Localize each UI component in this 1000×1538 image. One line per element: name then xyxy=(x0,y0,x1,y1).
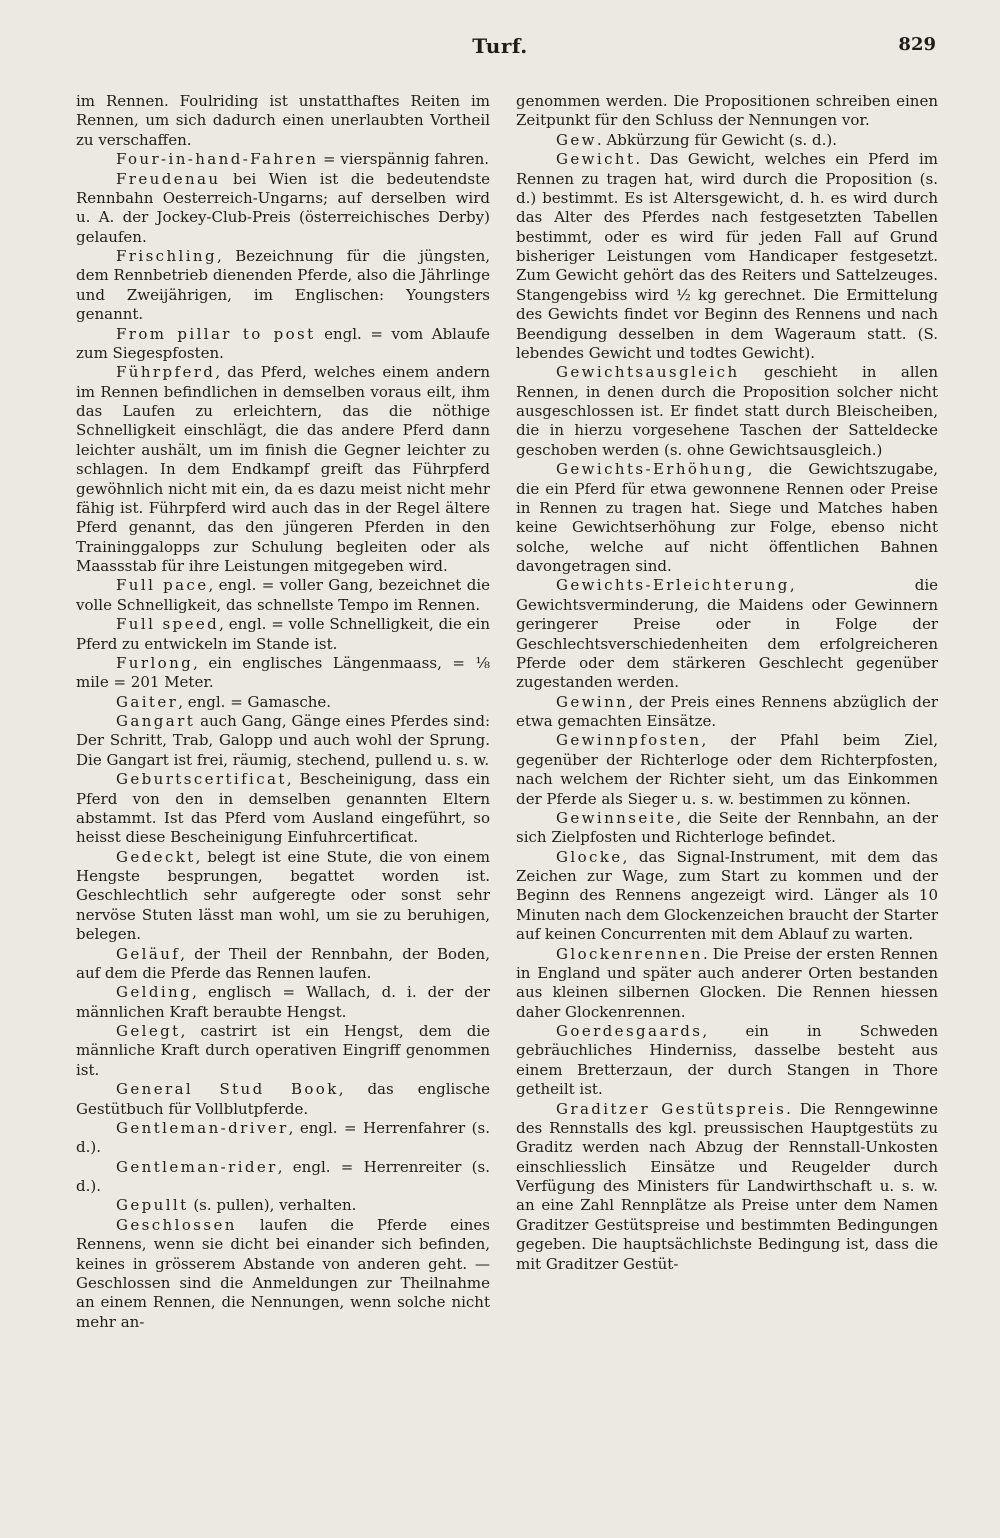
left-text-column xyxy=(76,92,490,1332)
entry-term: Frischling xyxy=(116,247,217,265)
entry-text: , engl. = volle Schnelligkeit, die ein Pferd zu entwickeln im Stande ist. xyxy=(76,615,490,653)
entry-text: im Rennen. Foulriding ist unstatthaftes Reiten im Rennen, um sich dadurch einen unerlaubten Vortheil zu verschaffen. xyxy=(76,92,490,149)
entry-term: Gew xyxy=(556,130,597,149)
entry-term: Gewichts-Erhöhung xyxy=(556,460,748,479)
page-number: 829 xyxy=(898,34,936,55)
dictionary-entry xyxy=(76,983,490,1022)
entry-text: . Die Renngewinne des Rennstalls des kgl. preussischen Hauptgestüts zu Graditz werden nach Abzug der Rennstall-Unkosten einschliesslich Einsätze und Reugelder durch Verfügung des Ministers für Landwirthschaft u. s. w. an eine Zahl Rennplätze als Preise unter dem Namen Graditzer Gestütspreise und bestimmten Bedingungen gegeben. Die hauptsächlichste Bedingung ist, dass die mit Graditzer Gestüt- xyxy=(516,1099,938,1273)
entry-term: Gentleman-driver xyxy=(116,1118,289,1137)
entry-term: Gangart xyxy=(116,712,196,730)
entry-text: bei Wien ist die bedeutendste Rennbahn Oesterreich-Ungarns; auf derselben wird u. A. der Jockey-Club-Preis (österreichisches Derby) gelaufen. xyxy=(76,169,490,246)
dictionary-entry xyxy=(76,1119,490,1158)
right-text-column xyxy=(516,92,938,1274)
entry-text: , engl. = voller Gang, bezeichnet die volle Schnelligkeit, das schnellste Tempo im Rennen. xyxy=(76,576,491,614)
entry-text: , belegt ist eine Stute, die von einem Hengste besprungen, begattet worden ist. Geschlechtlich sehr aufgeregte oder sonst sehr nervöse Stuten lässt man wohl, um sie zu beruhigen, belegen. xyxy=(76,847,490,944)
dictionary-entry xyxy=(76,1216,490,1332)
entry-text: , das englische Gestütbuch für Vollblutpferde. xyxy=(76,1080,490,1118)
entry-text: geschieht in allen Rennen, in denen durch die Proposition solcher nicht ausgeschlossen ist. Er findet statt durch Bleischeiben, die in hierzu vorgesehene Taschen der Satteldecke geschoben werden (s. ohne Gewichtsausgleich.) xyxy=(516,363,938,459)
entry-term: Freudenau xyxy=(116,169,221,188)
entry-term: From pillar to post xyxy=(116,324,316,343)
entry-term: Geläuf xyxy=(116,944,181,963)
entry-text: . Die Preise der ersten Rennen in England und später auch anderer Orten bestanden aus kleinen silbernen Glocken. Die Rennen hiessen daher Glockenrennen. xyxy=(516,944,938,1021)
entry-term: General Stud Book xyxy=(116,1080,339,1099)
entry-term: Gewinn xyxy=(556,692,629,711)
entry-text: , der Theil der Rennbahn, der Boden, auf dem die Pferde das Rennen laufen. xyxy=(76,944,490,982)
page-header xyxy=(0,34,1000,64)
entry-text: . Abkürzung für Gewicht (s. d.). xyxy=(596,130,837,149)
entry-term: Führpferd xyxy=(116,363,216,382)
entry-text: , castrirt ist ein Hengst, dem die männliche Kraft durch operativen Eingriff genommen ist. xyxy=(76,1022,490,1079)
dictionary-entry xyxy=(76,712,490,770)
entry-term: Four-in-hand-Fahren xyxy=(116,150,319,169)
entry-term: Glocke xyxy=(556,847,623,866)
entry-text: , das Pferd, welches einem andern im Rennen befindlichen in demselben voraus eilt, ihm das Laufen zu erleichtern, das die nöthige Schnelligkeit einschlägt, die das andere Pferd dann leichter aushält, um im finish die Gegner leichter zu schlagen. In dem Endkampf greift das Führpferd gewöhnlich nicht mit ein, da es dazu meist nicht mehr fähig ist. Führpferd wird auch das in der Regel ältere Pferd genannt, das den jüngeren Pferden in den Traininggalopps zur Schulung begleiten oder als Maassstab für ihre Leistungen mitgegeben wird. xyxy=(76,363,490,575)
dictionary-entry xyxy=(76,770,490,848)
dictionary-entry xyxy=(516,576,938,692)
dictionary-entry xyxy=(516,131,938,150)
entry-term: Furlong xyxy=(116,653,194,672)
dictionary-entry xyxy=(516,848,938,945)
entry-text: , ein in Schweden gebräuchliches Hinderniss, dasselbe besteht aus einem Bretterzaun, der durch Stangen in Thore getheilt ist. xyxy=(516,1022,938,1099)
entry-text: , engl. = Herrenreiter (s. d.). xyxy=(76,1157,490,1195)
dictionary-entry xyxy=(76,247,490,325)
dictionary-entry xyxy=(516,731,938,809)
dictionary-entry xyxy=(76,848,490,945)
entry-text: , die Seite der Rennbahn, an der sich Zielpfosten und Richterloge befindet. xyxy=(516,808,938,847)
dictionary-entry xyxy=(516,1100,938,1274)
running-head-title: Turf. xyxy=(472,34,528,58)
entry-term: Goerdesgaards xyxy=(556,1022,703,1040)
dictionary-entry xyxy=(76,150,490,169)
entry-term: Gaiter xyxy=(116,692,179,711)
entry-term: Gentleman-rider xyxy=(116,1157,278,1176)
entry-text: , englisch = Wallach, d. i. der der männlichen Kraft beraubte Hengst. xyxy=(76,983,490,1021)
entry-term: Gewichtsausgleich xyxy=(556,363,740,382)
dictionary-entry xyxy=(516,363,938,460)
entry-text: , engl. = Gamasche. xyxy=(178,692,332,711)
entry-text: . Das Gewicht, welches ein Pferd im Rennen zu tragen hat, wird durch die Proposition (s. d.) bestimmt. Es ist Altersgewicht, d. h. es wird durch das Alter des Pferdes nach festgesetzten Tabellen bestimmt, oder es wird für jeden Fall auf Grund bisheriger Leistungen vom Handicaper festgesetzt. Zum Gewicht gehört das des Reiters und Sattelzeuges. Stangengebiss wird ½ kg gerechnet. Die Ermittelung des Gewichts findet vor Beginn des Rennens und nach Beendigung desselben in dem Wageraum statt. (S. lebendes Gewicht und todtes Gewicht). xyxy=(516,150,938,362)
entry-text: laufen die Pferde eines Rennens, wenn sie dicht bei einander sich befinden, keines in grösserem Abstande von anderen geht. — Geschlossen sind die Anmeldungen zur Theilnahme an einem Rennen, die Nennungen, wenn solche nicht mehr an- xyxy=(76,1215,490,1331)
entry-term: Gewicht xyxy=(556,150,636,169)
entry-text: , das Signal-Instrument, mit dem das Zeichen zur Wage, zum Start zu kommen und der Beginn des Rennens angezeigt wird. Länger als 10 Minuten nach dem Glockenzeichen braucht der Starter auf keinen Concurrenten mit dem Ablauf zu warten. xyxy=(516,847,938,944)
entry-term: Gelding xyxy=(116,983,193,1002)
dictionary-entry xyxy=(76,92,490,150)
dictionary-entry xyxy=(76,615,490,654)
entry-term: Gedeckt xyxy=(116,847,196,866)
dictionary-entry xyxy=(516,1022,938,1100)
dictionary-entry xyxy=(76,1158,490,1197)
entry-text: genommen werden. Die Propositionen schreiben einen Zeitpunkt für den Schluss der Nennungen vor. xyxy=(516,92,938,130)
entry-term: Gewinnseite xyxy=(556,808,677,827)
entry-text: engl. = vom Ablaufe zum Siegespfosten. xyxy=(76,324,490,362)
entry-text: , Bezeichnung für die jüngsten, dem Rennbetrieb dienenden Pferde, also die Jährlinge und Zweijährigen, im Englischen: Youngsters genannt. xyxy=(76,247,490,324)
dictionary-entry xyxy=(76,170,490,248)
entry-term: Geschlossen xyxy=(116,1215,237,1234)
entry-term: Full speed xyxy=(116,615,220,634)
entry-text: , der Preis eines Rennens abzüglich der etwa gemachten Einsätze. xyxy=(516,692,938,730)
dictionary-entry xyxy=(76,1196,490,1215)
dictionary-entry xyxy=(516,693,938,732)
dictionary-entry xyxy=(76,363,490,576)
dictionary-entry xyxy=(76,325,490,364)
dictionary-entry xyxy=(76,654,490,693)
dictionary-entry xyxy=(516,92,938,131)
entry-text: , engl. = Herrenfahrer (s. d.). xyxy=(76,1118,490,1157)
entry-term: Graditzer Gestütspreis xyxy=(556,1099,787,1118)
dictionary-entry xyxy=(516,945,938,1023)
entry-term: Gewichts-Erleichterung xyxy=(556,576,790,595)
entry-term: Gelegt xyxy=(116,1022,181,1040)
entry-term: Gepullt xyxy=(116,1196,189,1215)
entry-text: , der Pfahl beim Ziel, gegenüber der Richterloge oder dem Richterpfosten, nach welchem der Richter sieht, um das Einkommen der Pferde als Sieger u. s. w. bestimmen zu können. xyxy=(516,731,938,808)
entry-term: Geburtscertificat xyxy=(116,770,287,789)
entry-text: = vierspännig fahren. xyxy=(318,150,490,169)
entry-text: , die Gewichtsverminderung, die Maidens oder Gewinnern geringerer Preise oder in Folge der Geschlechtsverschiedenheiten dem erfolgreicheren Pferde oder dem stärkeren Geschlecht gegenüber zugestanden werden. xyxy=(516,576,938,692)
dictionary-entry xyxy=(516,150,938,363)
entry-text: , Bescheinigung, dass ein Pferd von den in demselben genannten Eltern abstammt. Ist das Pferd vom Ausland eingeführt, so heisst diese Bescheinigung Einfuhrcertificat. xyxy=(76,770,490,847)
dictionary-entry xyxy=(516,460,938,576)
entry-text: auch Gang, Gänge eines Pferdes sind: Der Schritt, Trab, Galopp und auch wohl der Sprung. Die Gangart ist frei, räumig, stechend, pullend u. s. w. xyxy=(76,712,490,769)
dictionary-entry xyxy=(76,945,490,984)
entry-text: (s. pullen), verhalten. xyxy=(188,1196,357,1215)
dictionary-entry xyxy=(76,576,490,615)
entry-term: Full pace xyxy=(116,576,209,595)
entry-term: Glockenrennen xyxy=(556,944,703,963)
dictionary-entry xyxy=(76,1080,490,1119)
entry-term: Gewinnpfosten xyxy=(556,731,702,750)
entry-text: , die Gewichtszugabe, die ein Pferd für etwa gewonnene Rennen oder Preise in Rennen zu tragen hat. Siege und Matches haben keine Gewichtserhöhung zur Folge, ebenso nicht solche, welche auf nicht öffentlichen Bahnen davongetragen sind. xyxy=(516,460,938,575)
dictionary-entry xyxy=(76,693,490,712)
entry-text: , ein englisches Längenmaass, = ⅛ mile = 201 Meter. xyxy=(76,653,490,692)
dictionary-entry xyxy=(516,809,938,848)
dictionary-entry xyxy=(76,1022,490,1080)
